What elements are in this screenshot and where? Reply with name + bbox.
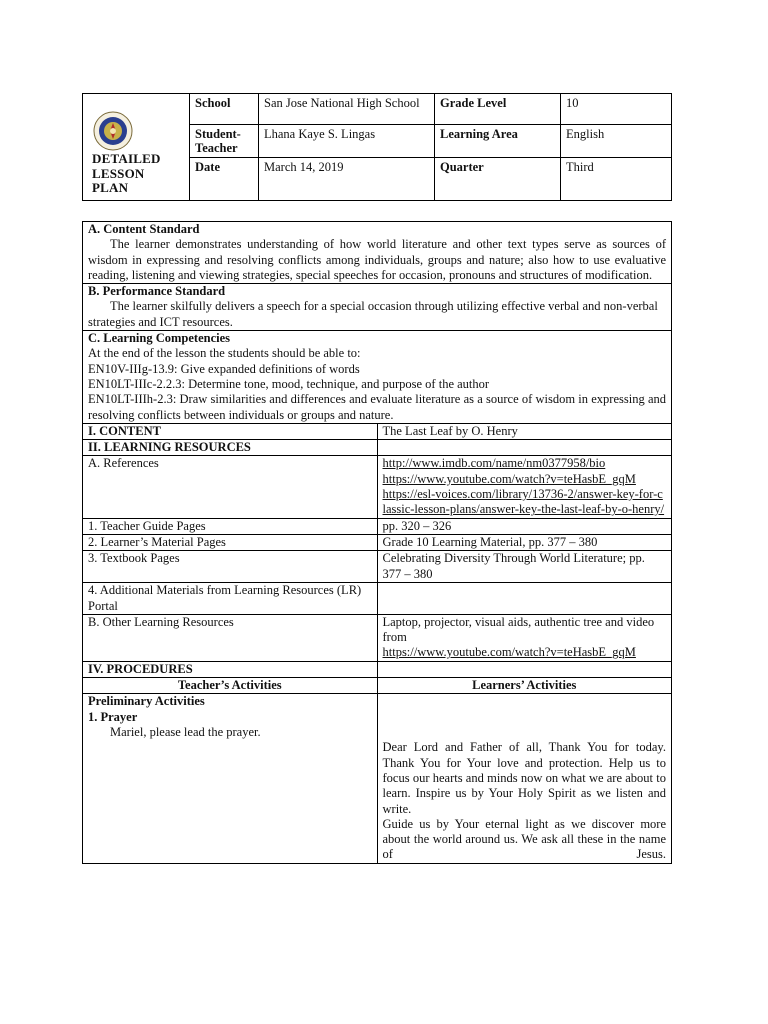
prayer-row [83,694,672,863]
competencies-row [83,331,672,424]
references-label: A. References [83,456,378,518]
other-resources-label: B. Other Learning Resources [83,614,378,661]
quarter-value: Third [561,158,672,201]
competencies-title: C. Learning Competencies [88,331,230,346]
school-value: San Jose National High School [259,94,435,125]
reference-link[interactable]: https://esl-voices.com/library/13736-2/answer-key-for-classic-lesson-plans/answer-key-the-last-leaf-by-o-henry/ [382,487,665,517]
performance-standard-row [83,284,672,331]
resource-value: Grade 10 Learning Material, pp. 377 – 380 [377,534,672,550]
title-line: PLAN [92,180,129,195]
resource-value: pp. 320 – 326 [377,518,672,534]
date-value: March 14, 2019 [259,158,435,201]
references-list [377,456,672,518]
deped-seal-icon [93,111,133,151]
prayer-text: Dear Lord and Father of all, Thank You for today. Thank You for Your love and protection. Help us to focus our hearts and minds now on what we are about to learn. Inspire us by Your Holy Spirit as we listen and write. [382,740,666,816]
resource-label: 4. Additional Materials from Learning Resources (LR) Portal [83,583,378,615]
reference-link[interactable]: http://www.imdb.com/name/nm0377958/bio [382,456,606,471]
prayer-instruction: Mariel, please lead the prayer. [110,724,261,739]
competency-item: EN10V-IIIg-13.9: Give expanded definitions of words [88,361,360,376]
procedures-empty [377,661,672,677]
references-row [83,456,672,518]
performance-standard-title: B. Performance Standard [88,284,226,299]
content-standard-row [83,222,672,284]
resource-label: 3. Textbook Pages [83,551,378,583]
learners-material-row [83,534,672,550]
learners-activities-header: Learners’ Activities [377,678,672,694]
content-value: The Last Leaf by O. Henry [377,423,672,439]
quarter-label: Quarter [435,158,561,201]
learning-area-label: Learning Area [435,125,561,158]
lesson-plan-table [82,221,672,864]
content-standard-title: A. Content Standard [88,222,200,236]
content-label: I. CONTENT [83,423,378,439]
reference-link[interactable]: https://www.youtube.com/watch?v=teHasbE_gqM [382,471,636,486]
learning-resources-row [83,440,672,456]
competency-item: EN10LT-IIIh-2.3: Draw similarities and differences and evaluate literature as a source of wisdom in expressing and resolving conflicts between individuals or groups and nature. [88,392,666,422]
school-label: School [190,94,259,125]
learning-resources-label: II. LEARNING RESOURCES [83,440,378,456]
additional-materials-row [83,583,672,615]
learning-resources-empty [377,440,672,456]
preliminary-title: Preliminary Activities [88,694,205,709]
resource-label: 1. Teacher Guide Pages [83,518,378,534]
procedures-row [83,661,672,677]
other-resources-row [83,614,672,661]
teacher-activities-header: Teacher’s Activities [83,678,378,694]
grade-level-value: 10 [561,94,672,125]
content-standard-text: The learner demonstrates understanding of how world literature and other text types serve as sources of wisdom in expressing and resolving conflicts among individuals, groups and nature; also how to use evaluative reading, listening and viewing strategies, special speeches for occasion, pronouns and structures of modification. [88,237,666,282]
prayer-title: 1. Prayer [88,709,138,724]
learner-activity-cell [377,694,672,863]
grade-level-label: Grade Level [435,94,561,125]
learning-area-value: English [561,125,672,158]
resource-value: Celebrating Diversity Through World Literature; pp. 377 – 380 [377,551,672,583]
date-label: Date [190,158,259,201]
competencies-intro: At the end of the lesson the students should be able to: [88,346,361,361]
activities-header-row [83,678,672,694]
video-link[interactable]: https://www.youtube.com/watch?v=teHasbE_gqM [382,645,636,660]
competency-item: EN10LT-IIIc-2.2.3: Determine tone, mood, technique, and purpose of the author [88,376,490,391]
title-line: LESSON [92,165,145,181]
student-teacher-label: Student- Teacher [190,125,259,158]
resource-label: 2. Learner’s Material Pages [83,534,378,550]
teacher-activity-cell [83,694,378,863]
content-row [83,423,672,439]
spacer [383,694,667,740]
document-title [92,152,161,196]
student-teacher-value: Lhana Kaye S. Lingas [259,125,435,158]
performance-standard-text: The learner skilfully delivers a speech for a special occasion through utilizing effective verbal and non-verbal strategies and ICT resources. [88,299,658,329]
prayer-text: Guide us by Your eternal light as we discover more about the world around us. We ask all these in the name of Jesus. [382,816,666,862]
title-line: DETAILED [92,151,161,166]
textbook-row [83,551,672,583]
other-resources-text: Laptop, projector, visual aids, authentic tree and video from [382,614,655,645]
other-resources-value [377,614,672,661]
logo-cell [83,94,190,201]
teacher-guide-row [83,518,672,534]
resource-value [377,583,672,615]
header-table [82,93,672,201]
procedures-label: IV. PROCEDURES [83,661,378,677]
